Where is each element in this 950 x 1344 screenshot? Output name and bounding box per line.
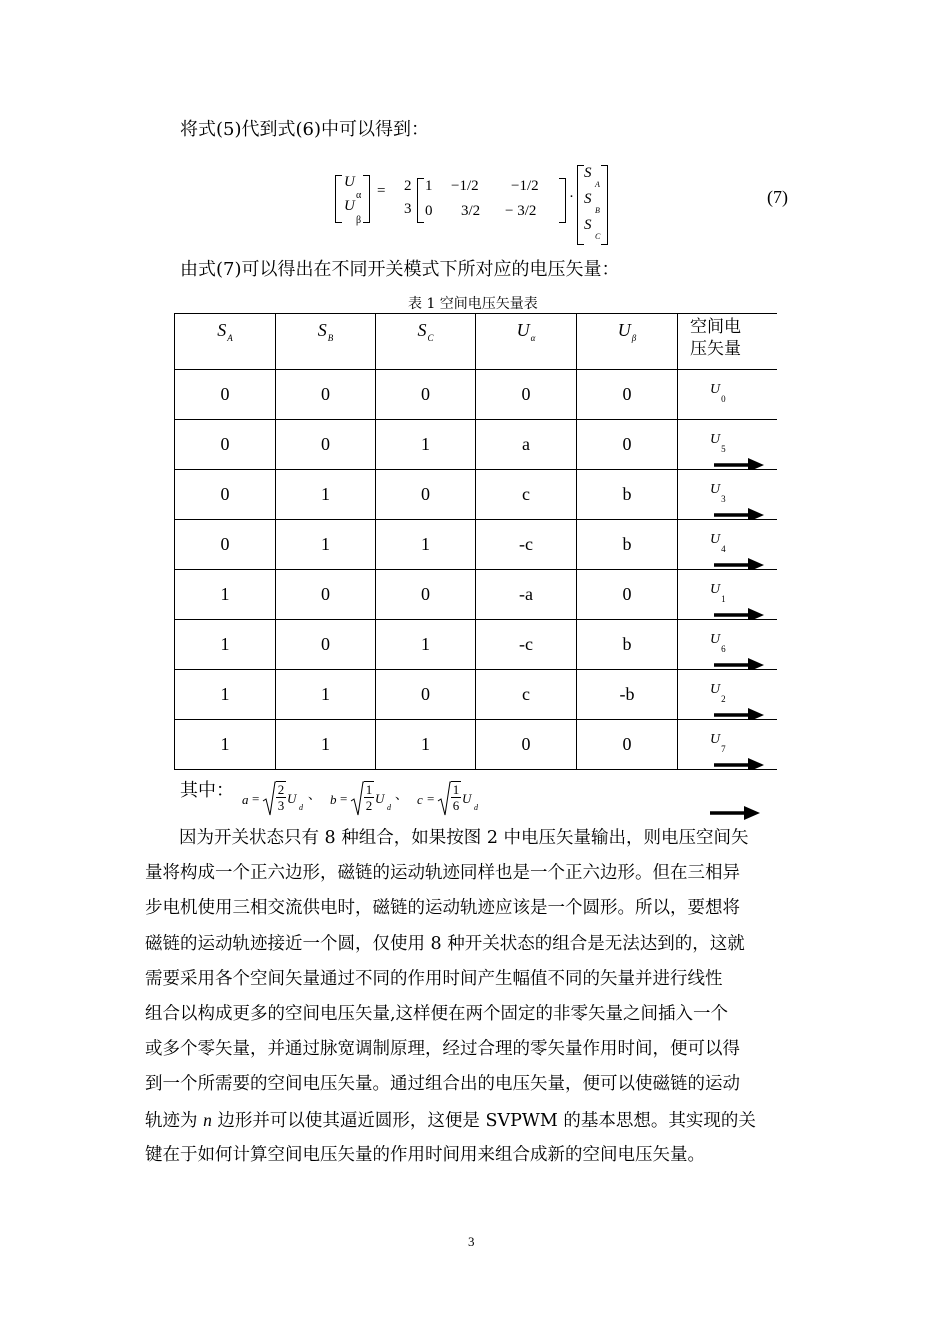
cell-vector <box>678 620 777 670</box>
stray-arrow-icon <box>710 805 760 821</box>
header-sc: $S_C$ <box>376 314 476 370</box>
lead-line: 由式(7)可以得出在不同开关模式下所对应的电压矢量： <box>180 259 620 280</box>
cell-sa: 1 <box>175 720 276 770</box>
para-line-1: 因为开关状态只有 8 种组合，如果按图 2 中电压矢量输出，则电压空间矢 <box>179 828 749 848</box>
def-c-den: 6 <box>452 798 460 813</box>
header-ubeta: $U_\beta$ <box>577 314 678 370</box>
table-row <box>175 570 777 620</box>
cell-ua: -c <box>476 620 577 670</box>
def-b-num: 1 <box>365 782 373 797</box>
vector-label: $U_4$ <box>710 532 726 554</box>
rhs-sa: S <box>584 165 592 181</box>
cell-sa: 0 <box>175 470 276 520</box>
table-row <box>175 370 777 420</box>
table-header-row <box>175 314 777 370</box>
def-a-lhs: a <box>242 792 249 807</box>
vector-label: $U_2$ <box>710 682 726 704</box>
cell-ua: c <box>476 670 577 720</box>
vector-label: $U_3$ <box>710 482 726 504</box>
cell-sc: 0 <box>376 470 476 520</box>
def-c-sub: d <box>474 803 478 812</box>
lhs-u-alpha: U <box>344 174 355 190</box>
para-line-2: 量将构成一个正六边形，磁链的运动轨迹同样也是一个正六边形。但在三相异 <box>145 863 740 884</box>
def-b-den: 2 <box>365 798 373 813</box>
table-row <box>175 720 777 770</box>
dot-operator: · <box>569 189 574 205</box>
cell-sa: 1 <box>175 620 276 670</box>
vector-label: $U_7$ <box>710 732 726 754</box>
cell-ua: c <box>476 470 577 520</box>
cell-ua: -a <box>476 570 577 620</box>
vector-arrow-icon <box>714 458 764 470</box>
cell-sb: 0 <box>276 420 376 470</box>
para-line-5: 需要采用各个空间矢量通过不同的作用时间产生幅值不同的矢量并进行线性 <box>145 968 723 989</box>
sep-2: 、 <box>395 787 409 802</box>
cell-ub: 0 <box>577 720 678 770</box>
para-line-6: 组合以构成更多的空间电压矢量,这样便在两个固定的非零矢量之间插入一个 <box>145 1003 729 1024</box>
vector-label: $U_0$ <box>710 382 726 404</box>
m23: − 3/2 <box>505 203 537 219</box>
def-c-lhs: c <box>417 792 423 807</box>
vector-arrow-icon <box>714 758 764 770</box>
table-row <box>175 470 777 520</box>
rhs-sc: S <box>584 217 592 233</box>
cell-ua: a <box>476 420 577 470</box>
para-line-8: 到一个所需要的空间电压矢量。通过组合出的电压矢量，便可以使磁链的运动 <box>145 1074 740 1095</box>
rhs-sb: S <box>584 191 592 207</box>
header-sb: $S_B$ <box>276 314 376 370</box>
def-a-num: 2 <box>277 782 285 797</box>
header-ualpha: $U_\alpha$ <box>476 314 577 370</box>
lhs-beta-sub: β <box>356 215 362 226</box>
cell-ub: b <box>577 520 678 570</box>
cell-sc: 0 <box>376 570 476 620</box>
cell-sb: 1 <box>276 720 376 770</box>
header-sa: $S_A$ <box>175 314 276 370</box>
cell-ub: -b <box>577 670 678 720</box>
cell-sb: 0 <box>276 570 376 620</box>
table-row <box>175 670 777 720</box>
cell-sc: 1 <box>376 620 476 670</box>
para-line-7: 或多个零矢量，并通过脉宽调制原理，经过合理的零矢量作用时间，便可以得 <box>145 1039 740 1060</box>
sqrt-a-icon <box>262 781 276 817</box>
rhs-sc-sub: C <box>595 232 601 241</box>
cell-sc: 1 <box>376 720 476 770</box>
para-line-10: 键在于如何计算空间电压矢量的作用时间用来组合成新的空间电压矢量。 <box>145 1144 705 1165</box>
page-number: 3 <box>468 1234 475 1249</box>
vector-label: $U_5$ <box>710 432 726 454</box>
cell-vector <box>678 470 777 520</box>
table-row <box>175 420 777 470</box>
cell-sc: 0 <box>376 370 476 420</box>
equation-7 <box>335 165 635 245</box>
coef-numerator: 2 <box>404 178 412 194</box>
cell-sa: 0 <box>175 520 276 570</box>
sqrt-c-icon <box>437 781 451 817</box>
header-space-vector: 空间电 压矢量 <box>678 314 777 370</box>
lhs-u-beta: U <box>344 198 355 214</box>
m11: 1 <box>425 178 433 194</box>
m21: 0 <box>425 203 433 219</box>
cell-sb: 0 <box>276 620 376 670</box>
cell-ub: 0 <box>577 570 678 620</box>
table-row <box>175 620 777 670</box>
cell-sb: 1 <box>276 670 376 720</box>
m12: −1/2 <box>451 178 479 194</box>
cell-sb: 1 <box>276 470 376 520</box>
vector-label: $U_1$ <box>710 582 726 604</box>
def-a-den: 3 <box>277 798 285 813</box>
intro-line: 将式(5)代到式(6)中可以得到： <box>180 119 429 140</box>
rhs-sb-sub: B <box>595 206 600 215</box>
cell-sa: 0 <box>175 420 276 470</box>
table-caption: 表 1 空间电压矢量表 <box>408 296 538 312</box>
cell-ua: 0 <box>476 370 577 420</box>
vector-arrow-icon <box>714 608 764 620</box>
cell-vector <box>678 670 777 720</box>
def-a-var: U <box>287 791 297 806</box>
body-paragraph <box>145 821 805 1173</box>
def-b-var: U <box>375 791 385 806</box>
equation-number: (7) <box>767 187 788 207</box>
def-b-sub: d <box>387 803 391 812</box>
lhs-alpha-sub: α <box>356 190 362 201</box>
def-b-lhs: b <box>330 792 337 807</box>
cell-ua: 0 <box>476 720 577 770</box>
equals-sign: = <box>377 183 386 199</box>
where-definitions: a = 2 3 U d 、 b = 1 2 U d 、 c = 1 6 U d <box>240 778 500 818</box>
where-label: 其中： <box>180 780 234 801</box>
cell-ub: 0 <box>577 420 678 470</box>
m22: 3/2 <box>461 203 481 219</box>
para-line-4: 磁链的运动轨迹接近一个圆，仅使用 8 种开关状态的组合是无法达到的，这就 <box>145 933 745 954</box>
sep-1: 、 <box>308 787 322 802</box>
vector-arrow-icon <box>714 708 764 720</box>
cell-sb: 0 <box>276 370 376 420</box>
cell-vector <box>678 570 777 620</box>
def-a-sub: d <box>299 803 303 812</box>
sqrt-b-icon <box>350 781 364 817</box>
cell-vector <box>678 370 777 420</box>
cell-vector <box>678 520 777 570</box>
cell-vector <box>678 420 777 470</box>
def-c-num: 1 <box>452 782 460 797</box>
vector-arrow-icon <box>714 508 764 520</box>
vector-arrow-icon <box>714 558 764 570</box>
cell-ub: b <box>577 620 678 670</box>
vector-label: $U_6$ <box>710 632 726 654</box>
cell-ub: 0 <box>577 370 678 420</box>
cell-sc: 1 <box>376 420 476 470</box>
para-line-3: 步电机使用三相交流供电时，磁链的运动轨迹应该是一个圆形。所以，要想将 <box>145 898 740 919</box>
cell-sa: 1 <box>175 670 276 720</box>
para-line-9: 轨迹为 n 边形并可以使其逼近圆形，这便是 SVPWM 的基本思想。其实现的关 <box>145 1109 756 1131</box>
cell-ua: -c <box>476 520 577 570</box>
coef-denominator: 3 <box>404 201 412 217</box>
table-row <box>175 520 777 570</box>
cell-sa: 1 <box>175 570 276 620</box>
cell-vector <box>678 720 777 770</box>
vector-arrow-icon <box>714 658 764 670</box>
cell-sc: 0 <box>376 670 476 720</box>
rhs-sa-sub: A <box>595 180 600 189</box>
cell-sa: 0 <box>175 370 276 420</box>
cell-sc: 1 <box>376 520 476 570</box>
def-c-var: U <box>462 791 472 806</box>
cell-ub: b <box>577 470 678 520</box>
space-vector-table <box>174 313 777 770</box>
m13: −1/2 <box>511 178 539 194</box>
cell-sb: 1 <box>276 520 376 570</box>
